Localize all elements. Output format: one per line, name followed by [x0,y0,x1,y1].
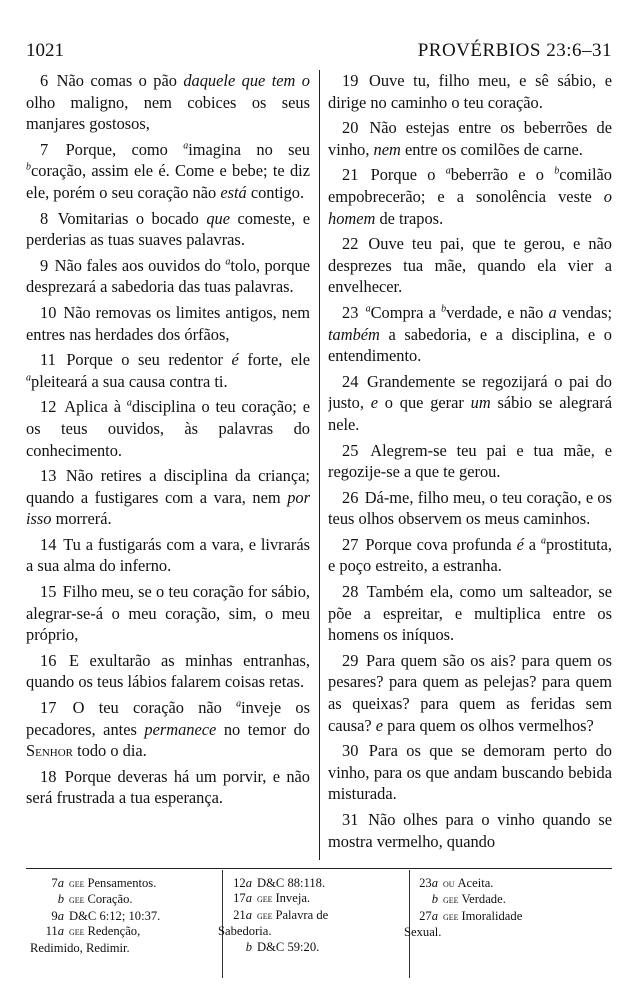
verse: 30 Para os que se demoram perto do vinho, para os que andam buscando bebida misturada. [328,741,612,804]
footnote-marker[interactable]: a [540,535,546,547]
footnote-text: Inveja. [275,891,311,906]
footnote-entry[interactable] [404,925,604,940]
verse: 6 Não comas o pão daquele que tem o olho maligno, nem cobices os seus manjares gostosos, [26,71,310,134]
footnote-entry[interactable] [218,940,406,955]
italic-text: a [548,302,557,322]
verse: 18 Porque deveras há um porvir, e não será frustrada a tua esperança. [26,766,310,808]
footnote-entry[interactable] [218,876,406,891]
footnote-marker[interactable]: a [445,165,451,177]
footnote-marker[interactable]: a [225,256,231,268]
verse-number: 21 [342,165,369,185]
footnote-text: Imoralidade [461,908,523,923]
verse: 20 Não estejas entre os beberrões de vinho, nem entre os comilões de carne. [328,118,612,159]
verse: 17 O teu coração não $^a$inveje os pecadores, antes permanece no temor do Senhor todo o dia. [26,698,310,761]
verse: 31 Não olhes para o vinho quando se mostra vermelho, quando [328,810,612,851]
small-caps-text: Senhor [26,741,74,761]
verse-number: 9 [40,255,53,275]
verse-number: 25 [342,440,369,460]
footnote-marker[interactable]: a [183,140,189,152]
italic-text: daquele que tem o [183,71,310,90]
right-column [328,70,612,860]
verse: 26 Dá-me, filho meu, o teu coração, e os teus olhos observem os meus caminhos. [328,487,612,529]
verse-number: 20 [342,118,368,138]
verse: 21 Porque o $^a$beberrão e o $^b$comilão empobrecerão; e a sonolência veste o homem de trapos. [328,165,612,228]
footnote-marker[interactable]: b [554,165,560,177]
verse: 27 Porque cova profunda é a $^a$prostituta, e poço estreito, a estranha. [328,534,612,576]
footnote-text: D&C 59:20. [257,939,320,954]
footnote-abbreviation: gee [69,878,88,890]
footnote-abbreviation: ou [443,878,458,890]
footnote-key: 21a [233,907,252,922]
footnote-marker[interactable]: a [126,397,132,409]
verse: 11 Porque o seu redentor é forte, ele $^a$pleiteará a sua causa contra ti. [26,350,310,391]
footnote-marker[interactable]: b [441,303,447,315]
footnote-marker[interactable]: a [236,698,242,710]
verse-number: 8 [40,208,56,228]
footnote-entry[interactable] [404,892,604,908]
footnote-abbreviation: gee [443,894,462,907]
verse-number: 10 [40,302,62,322]
verse-number: 29 [342,650,365,670]
italic-text: é [516,534,524,554]
footnote-key: 7a [51,876,64,890]
verse: 7 Porque, como $^a$imagina no seu $^b$coração, assim ele é. Come e bebe; te diz ele, porém o seu coração não está contigo. [26,139,310,202]
verse: 23 $^a$Compra a $^b$verdade, e não a vendas; também a sabedoria, e a disciplina, e o entendimento. [328,302,612,366]
footnote-text: Verdade. [461,892,506,907]
scripture-body [26,70,612,860]
italic-text: e [375,715,384,735]
footnote-key: b [431,892,438,907]
footnote-marker[interactable]: a [365,303,371,315]
italic-text: também [328,324,380,344]
verse-number: 30 [342,741,367,761]
footnote-entry[interactable] [30,941,220,956]
footnote-text: Sexual. [404,925,442,940]
verse-number: 17 [40,698,71,718]
footnote-abbreviation: gee [443,910,462,923]
footnote-marker[interactable]: b [26,161,31,173]
verse-number: 28 [342,582,365,602]
verse-number: 15 [40,582,61,602]
verse: 13 Não retires a disciplina da criança; quando a fustigares com a vara, nem por isso morrerá. [26,466,310,529]
footnote-key: 9a [51,908,64,923]
verse: 9 Não fales aos ouvidos do $^a$tolo, porque desprezará a sabedoria das tuas palavras. [26,255,310,297]
footnote-key: 11a [45,924,64,939]
verse-number: 7 [40,139,64,159]
footnote-text: Aceita. [457,876,494,890]
left-column [26,70,310,860]
footnote-abbreviation: gee [257,909,276,922]
footnote-entry[interactable] [30,924,220,940]
footnote-text: Palavra de [275,907,329,922]
footnote-text: Pensamentos. [87,876,157,890]
verse: 29 Para quem são os ais? para quem os pesares? para quem as pelejas? para quem as queixas? para quem as feridas sem causa? e para quem os olhos vermelhos? [328,650,612,735]
verse-number: 13 [40,466,64,486]
italic-text: nem [373,139,401,159]
footnote-text: Sabedoria. [218,924,272,939]
page-number: 1021 [26,40,64,61]
footnote-text: Coração. [87,892,133,907]
verse: 28 Também ela, como um salteador, se põe a espreitar, e multiplica entre os homens os iníquos. [328,582,612,645]
verse-number: 12 [40,397,63,417]
verse-number: 19 [342,71,368,90]
italic-text: está [220,182,247,202]
verse-number: 27 [342,534,364,554]
verse: 22 Ouve teu pai, que te gerou, e não desprezes tua mãe, quando ela vier a envelhecer. [328,234,612,297]
footnote-text: Redimido, Redimir. [30,940,130,955]
footnote-text: D&C 6:12; 10:37. [69,908,161,923]
verse: 15 Filho meu, se o teu coração for sábio, alegrar-se-á o meu coração, sim, o meu próprio, [26,582,310,645]
verse: 19 Ouve tu, filho meu, e sê sábio, e dirige no caminho o teu coração. [328,71,612,112]
verse-number: 31 [342,810,367,829]
verse: 16 E exultarão as minhas entranhas, quando os teus lábios falarem coisas retas. [26,650,310,692]
footnote-entry[interactable] [30,909,220,924]
footnote-text: D&C 88:118. [257,876,326,890]
verse: 8 Vomitarias o bocado que comeste, e perderias as tuas suaves palavras. [26,208,310,250]
italic-text: permanece [144,719,217,739]
verse: 10 Não removas os limites antigos, nem entres nas herdades dos órfãos, [26,302,310,344]
footnote-key: 12a [233,876,252,890]
italic-text: que [206,208,230,228]
footnote-entry[interactable] [404,909,604,925]
footnote-entry[interactable] [30,892,220,908]
verse-number: 14 [40,534,62,554]
verse-number: 18 [40,766,63,786]
verse: 14 Tu a fustigarás com a vara, e livrarás a sua alma do inferno. [26,534,310,576]
verse-number: 16 [40,650,67,670]
footnote-key: 17a [233,891,252,906]
footnote-abbreviation: gee [69,894,88,907]
footnote-abbreviation: gee [257,893,276,906]
footnote-rule [26,868,612,869]
italic-text: o homem [328,186,612,228]
footnote-key: b [245,939,252,954]
verse-number: 6 [40,71,55,90]
italic-text: e [370,393,379,413]
footnote-entry[interactable] [218,908,406,924]
verse: 25 Alegrem-se teu pai e tua mãe, e regozije-se a que te gerou. [328,440,612,482]
footnote-key: b [57,892,64,907]
footnote-abbreviation: gee [69,926,88,939]
page-header [26,40,612,64]
verse-number: 23 [342,302,364,322]
chapter-reference: PROVÉRBIOS 23:6–31 [417,40,612,61]
footnote-text: Redenção, [87,924,141,939]
verse-number: 22 [342,234,367,254]
footnote-column [30,876,220,956]
verse-number: 11 [40,350,65,370]
footnote-key: 27a [419,908,438,923]
column-divider [319,70,320,860]
footnote-key: 23a [419,876,438,890]
italic-text: um [470,393,491,413]
verse: 24 Grandemente se regozijará o pai do justo, e o que gerar um sábio se alegrará nele. [328,371,612,434]
italic-text: é [231,350,239,370]
footnote-column [404,876,604,941]
footnote-column [218,876,406,955]
footnote-marker[interactable]: a [26,372,31,384]
verse: 12 Aplica à $^a$disciplina o teu coração; e os teus ouvidos, às palavras do conhecimento. [26,397,310,460]
footnote-entry[interactable] [218,924,406,939]
verse-number: 26 [342,487,363,507]
verse-number: 24 [342,371,365,391]
footnote-entry[interactable] [404,876,604,892]
footnote-entry[interactable] [218,891,406,907]
italic-text: por isso [26,487,310,529]
footnote-entry[interactable] [30,876,220,892]
